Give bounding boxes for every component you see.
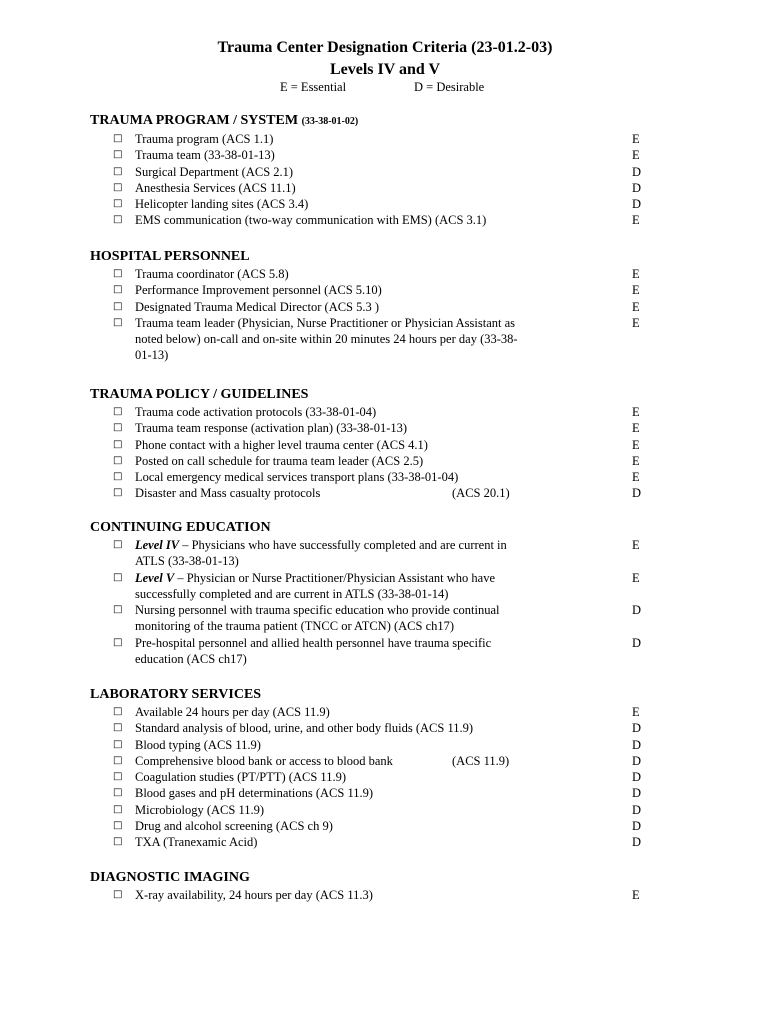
criteria-item (90, 785, 655, 801)
checkbox-icon[interactable]: □ (113, 214, 123, 226)
designation-value: E (632, 570, 640, 585)
section-trauma-policy (90, 386, 650, 502)
checkbox-icon[interactable]: □ (113, 487, 123, 499)
criteria-item (90, 282, 655, 298)
criteria-item (90, 737, 655, 753)
checkbox-icon[interactable]: □ (113, 771, 123, 783)
checkbox-icon[interactable]: □ (113, 198, 123, 210)
criteria-text: Blood gases and pH determinations (ACS 11.9) (135, 786, 374, 801)
checkbox-icon[interactable]: □ (113, 889, 123, 900)
section-title: TRAUMA POLICY / GUIDELINES (90, 387, 309, 402)
criteria-item (90, 131, 655, 147)
checkbox-icon[interactable]: □ (113, 604, 123, 616)
criteria-text: – Physicians who have successfully completed and are current in ATLS (33-38-01-13) (135, 538, 507, 569)
checkbox-icon[interactable]: □ (113, 268, 123, 279)
criteria-item (90, 453, 655, 469)
criteria-item (90, 420, 655, 436)
criteria-text: Comprehensive blood bank or access to blood bank (135, 753, 393, 768)
designation-value: D (632, 802, 642, 817)
checkbox-icon[interactable]: □ (113, 738, 123, 750)
criteria-item (90, 315, 655, 364)
designation-value: E (632, 267, 640, 281)
checkbox-icon[interactable]: □ (113, 836, 123, 848)
criteria-item (90, 704, 655, 720)
section-title: LABORATORY SERVICES (90, 687, 262, 702)
checkbox-icon[interactable]: □ (113, 471, 123, 483)
criteria-item (90, 180, 655, 196)
criteria-item (90, 602, 655, 635)
checkbox-icon[interactable]: □ (113, 539, 123, 550)
criteria-item (90, 196, 655, 212)
criteria-text: Designated Trauma Medical Director (ACS 5.3 ) (135, 299, 380, 314)
criteria-item (90, 469, 655, 485)
criteria-item (90, 720, 655, 736)
checkbox-icon[interactable]: □ (113, 803, 123, 815)
criteria-text: Trauma team (33-38-01-13) (135, 148, 275, 163)
criteria-text: Trauma coordinator (ACS 5.8) (135, 267, 289, 281)
checkbox-icon[interactable]: □ (113, 284, 123, 296)
legend-desirable: D = Desirable (414, 80, 485, 94)
criteria-text: – Physician or Nurse Practitioner/Physician Assistant who have successfully completed and are current in ATLS (33-38-01-14) (135, 570, 496, 601)
designation-value: E (632, 421, 640, 436)
criteria-item (90, 887, 655, 903)
checkbox-icon[interactable]: □ (113, 422, 123, 434)
criteria-item (90, 212, 655, 228)
criteria-text: TXA (Tranexamic Acid) (135, 835, 258, 850)
criteria-text: Nursing personnel with trauma specific education who provide continual monitoring of the trauma patient (TNCC or ATCN) (ACS ch17) (135, 603, 500, 634)
designation-value: D (632, 786, 642, 801)
document-title: Trauma Center Designation Criteria (23-01.2-03) (217, 39, 553, 56)
checkbox-icon[interactable]: □ (113, 438, 123, 450)
checkbox-icon[interactable]: □ (113, 754, 123, 766)
criteria-item (90, 570, 655, 603)
criteria-item (90, 753, 655, 769)
criteria-item (90, 834, 655, 850)
criteria-text: Trauma program (ACS 1.1) (135, 132, 274, 146)
designation-value: D (632, 770, 642, 785)
criteria-item (90, 266, 655, 282)
criteria-text: Coagulation studies (PT/PTT) (ACS 11.9) (135, 770, 346, 785)
level-label: Level IV (135, 538, 180, 552)
criteria-reference: (ACS 20.1) (452, 486, 510, 501)
designation-value: E (632, 213, 640, 228)
criteria-item (90, 437, 655, 453)
legend-essential: E = Essential (280, 80, 347, 94)
designation-value: E (632, 470, 640, 485)
criteria-text: Phone contact with a higher level trauma center (ACS 4.1) (135, 437, 428, 452)
criteria-text: Drug and alcohol screening (ACS ch 9) (135, 819, 333, 834)
section-title: CONTINUING EDUCATION (90, 520, 271, 535)
criteria-item (90, 802, 655, 818)
document-subtitle: Levels IV and V (329, 61, 441, 78)
criteria-text: Local emergency medical services transport plans (33-38-01-04) (135, 470, 459, 485)
checkbox-icon[interactable]: □ (113, 149, 123, 161)
section-diagnostic-imaging (90, 869, 650, 903)
designation-value: E (632, 148, 640, 163)
designation-value: D (632, 753, 642, 768)
criteria-reference: (ACS 11.9) (452, 753, 510, 768)
criteria-text: Helicopter landing sites (ACS 3.4) (135, 197, 309, 212)
designation-value: E (632, 315, 640, 330)
checkbox-icon[interactable]: □ (113, 571, 123, 583)
designation-value: E (632, 538, 640, 552)
criteria-item (90, 485, 655, 501)
section-laboratory-services (90, 686, 650, 851)
criteria-text: Anesthesia Services (ACS 11.1) (135, 180, 296, 195)
designation-value: D (632, 603, 642, 618)
checkbox-icon[interactable]: □ (113, 316, 123, 328)
designation-value: E (632, 888, 640, 902)
criteria-item (90, 635, 655, 668)
designation-value: E (632, 437, 640, 452)
criteria-text: Pre-hospital personnel and allied health personnel have trauma specific education (ACS ch17) (135, 635, 492, 667)
criteria-text: Standard analysis of blood, urine, and other body fluids (ACS 11.9) (135, 721, 474, 736)
checkbox-icon[interactable]: □ (113, 787, 123, 799)
criteria-text: X-ray availability, 24 hours per day (ACS 11.3) (135, 888, 373, 902)
designation-value: E (632, 132, 640, 146)
designation-value: E (632, 453, 640, 468)
checkbox-icon[interactable]: □ (113, 300, 123, 312)
criteria-text: Trauma team leader (Physician, Nurse Practitioner or Physician Assistant as noted below) on-call and on-site within 20 minutes 24 hours per day (33-38-01-13) (135, 315, 518, 363)
section-trauma-program (90, 112, 650, 229)
designation-value: E (632, 299, 640, 314)
designation-value: D (632, 197, 642, 212)
criteria-item (90, 818, 655, 834)
criteria-text: Posted on call schedule for trauma team leader (ACS 2.5) (135, 453, 424, 468)
designation-value: D (632, 835, 642, 850)
criteria-text: Blood typing (ACS 11.9) (135, 737, 261, 752)
designation-value: E (632, 283, 640, 298)
level-label: Level V (135, 570, 175, 585)
criteria-text: Trauma team response (activation plan) (33-38-01-13) (135, 421, 408, 436)
section-title: DIAGNOSTIC IMAGING (90, 870, 250, 885)
checkbox-icon[interactable]: □ (113, 722, 123, 734)
designation-value: D (632, 635, 642, 650)
section-title: TRAUMA PROGRAM / SYSTEM (90, 113, 299, 128)
section-title: HOSPITAL PERSONNEL (90, 249, 250, 264)
designation-value: D (632, 819, 642, 834)
checkbox-icon[interactable]: □ (113, 820, 123, 832)
criteria-text: Performance Improvement personnel (ACS 5.10) (135, 283, 382, 298)
designation-value: D (632, 737, 642, 752)
designation-value: E (632, 405, 640, 419)
criteria-text: Surgical Department (ACS 2.1) (135, 164, 294, 179)
criteria-text: Trauma code activation protocols (33-38-01-04) (135, 405, 377, 419)
checkbox-icon[interactable]: □ (113, 133, 123, 144)
section-continuing-education (90, 519, 650, 667)
checkbox-icon[interactable]: □ (113, 706, 123, 717)
criteria-text: Available 24 hours per day (ACS 11.9) (135, 705, 330, 719)
checkbox-icon[interactable]: □ (113, 406, 123, 417)
criteria-item (90, 404, 655, 420)
criteria-item (90, 769, 655, 785)
criteria-text: Microbiology (ACS 11.9) (135, 802, 265, 817)
criteria-item (90, 164, 655, 180)
checkbox-icon[interactable]: □ (113, 454, 123, 466)
designation-value: E (632, 705, 640, 719)
section-code: (33-38-01-02) (301, 116, 359, 127)
criteria-text: Disaster and Mass casualty protocols (135, 486, 321, 501)
designation-value: D (632, 721, 642, 736)
checkbox-icon[interactable]: □ (113, 181, 123, 193)
checkbox-icon[interactable]: □ (113, 165, 123, 177)
criteria-text: EMS communication (two-way communication with EMS) (ACS 3.1) (135, 213, 487, 228)
designation-value: D (632, 180, 642, 195)
criteria-item (90, 147, 655, 163)
section-hospital-personnel (90, 248, 650, 364)
designation-value: D (632, 486, 642, 501)
criteria-item (90, 299, 655, 315)
checkbox-icon[interactable]: □ (113, 636, 123, 648)
designation-value: D (632, 164, 642, 179)
criteria-item (90, 537, 655, 570)
